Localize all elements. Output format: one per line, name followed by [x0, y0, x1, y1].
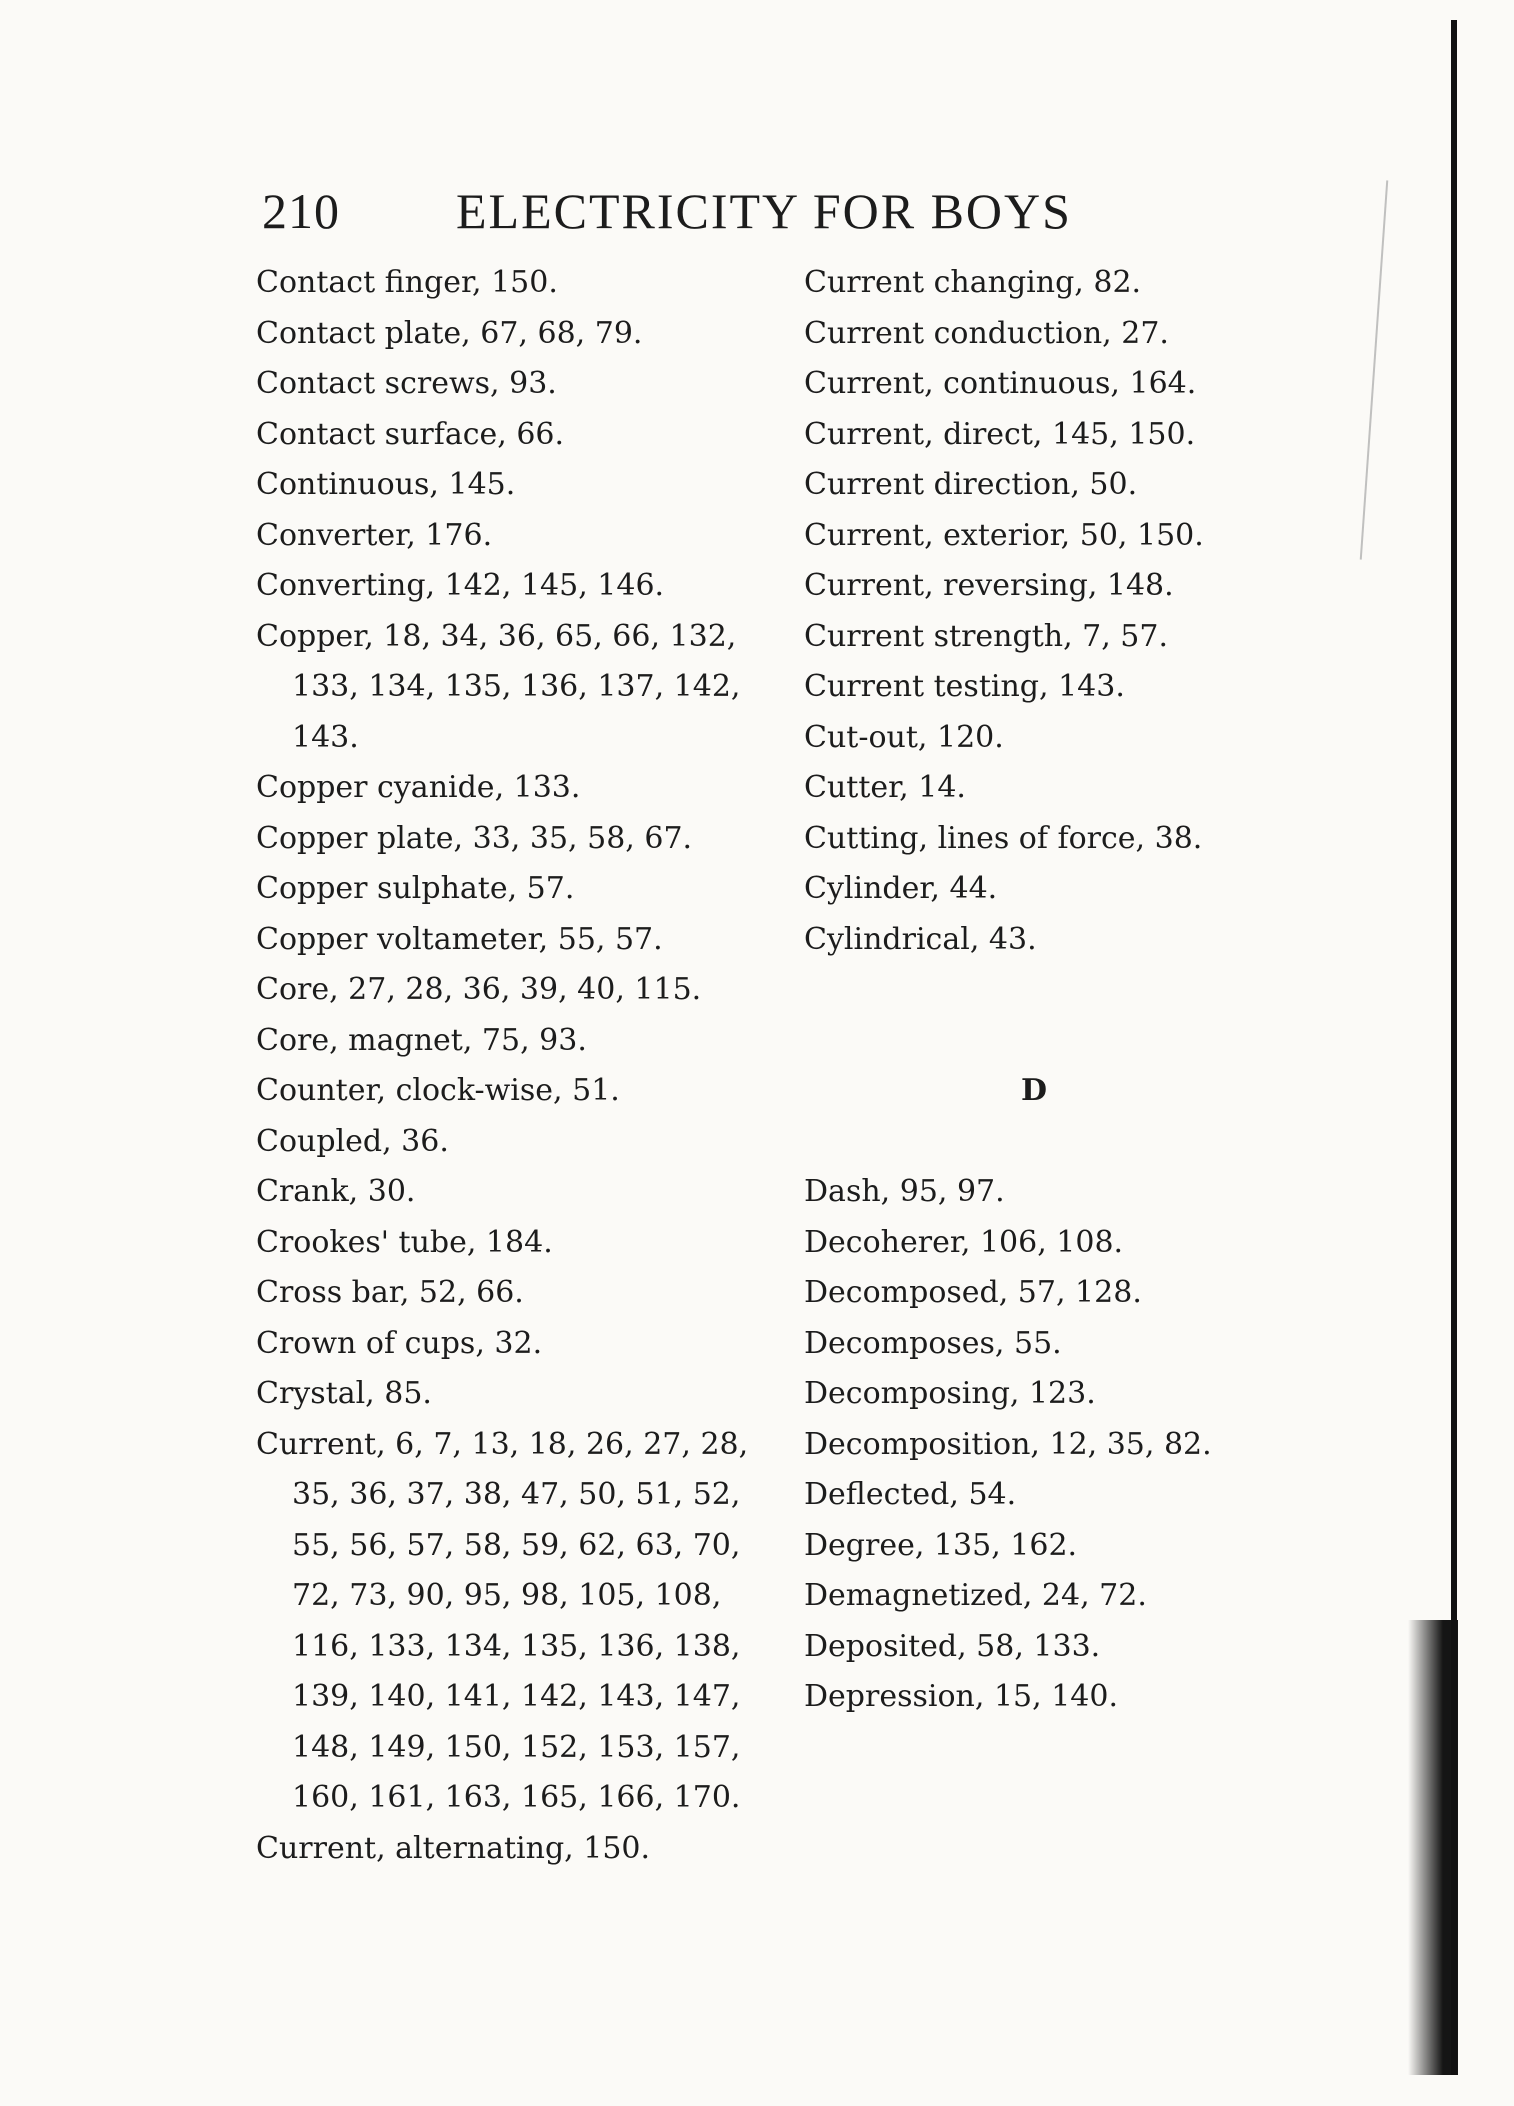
- index-entry: Cutting, lines of force, 38.: [804, 820, 1203, 856]
- index-entry: Core, magnet, 75, 93.: [256, 1022, 587, 1058]
- index-entry: Contact plate, 67, 68, 79.: [256, 315, 643, 351]
- index-entry: Copper voltameter, 55, 57.: [256, 921, 663, 957]
- book-title: ELECTRICITY FOR BOYS: [456, 183, 1072, 239]
- index-entry: Demagnetized, 24, 72.: [804, 1578, 1147, 1613]
- index-entry: Coupled, 36.: [256, 1123, 449, 1159]
- index-column-left: [256, 258, 776, 1874]
- index-entry: Current, exterior, 50, 150.: [804, 517, 1204, 553]
- index-entry: Current conduction, 27.: [804, 315, 1169, 351]
- index-entry: Current, continuous, 164.: [804, 366, 1197, 401]
- index-entry: Current strength, 7, 57.: [804, 618, 1169, 654]
- index-entry: Contact surface, 66.: [256, 416, 565, 452]
- index-entry: Current testing, 143.: [804, 669, 1125, 704]
- index-entry: Converting, 142, 145, 146.: [256, 568, 665, 603]
- binding-crease: [1360, 180, 1389, 559]
- index-entry: Copper sulphate, 57.: [256, 871, 575, 906]
- index-entry: Current, direct, 145, 150.: [804, 416, 1196, 452]
- index-entry: Decomposition, 12, 35, 82.: [804, 1426, 1212, 1462]
- index-entry: Degree, 135, 162.: [804, 1527, 1078, 1563]
- index-entry: Decomposed, 57, 128.: [804, 1275, 1142, 1310]
- index-entry: Cylindrical, 43.: [804, 921, 1037, 957]
- index-entry: Decomposing, 123.: [804, 1376, 1096, 1411]
- index-entry: Copper, 18, 34, 36, 65, 66, 132, 133, 134, 135, 136, 137, 142, 143.: [256, 618, 741, 755]
- section-gap: [804, 965, 1274, 1016]
- index-entry: Current, alternating, 150.: [256, 1830, 651, 1866]
- index-entry: Crystal, 85.: [256, 1376, 432, 1411]
- index-entry: Cut-out, 120.: [804, 719, 1004, 755]
- page-number: 210: [262, 183, 340, 239]
- index-entry: Dash, 95, 97.: [804, 1174, 1005, 1209]
- index-entry: Continuous, 145.: [256, 467, 516, 502]
- index-entry: Crookes' tube, 184.: [256, 1224, 553, 1260]
- section-gap: [804, 1117, 1274, 1168]
- index-entry: Counter, clock-wise, 51.: [256, 1073, 620, 1108]
- index-entry: Converter, 176.: [256, 517, 493, 553]
- index-entry: Core, 27, 28, 36, 39, 40, 115.: [256, 972, 702, 1007]
- index-entry: Current direction, 50.: [804, 467, 1138, 502]
- index-entry: Cutter, 14.: [804, 770, 966, 805]
- index-entry: Decoherer, 106, 108.: [804, 1224, 1124, 1260]
- running-head: [262, 182, 1102, 242]
- index-entry: Copper plate, 33, 35, 58, 67.: [256, 820, 693, 856]
- index-entry: Cross bar, 52, 66.: [256, 1275, 524, 1310]
- index-entry: Contact screws, 93.: [256, 366, 557, 401]
- section-letter-heading: D: [1020, 1073, 1047, 1108]
- index-entry: Crank, 30.: [256, 1174, 416, 1209]
- index-entry: Crown of cups, 32.: [256, 1325, 543, 1361]
- index-entry: Current, reversing, 148.: [804, 568, 1174, 603]
- index-entry: Cylinder, 44.: [804, 871, 998, 906]
- index-entry: Deposited, 58, 133.: [804, 1628, 1101, 1664]
- index-entry: Decomposes, 55.: [804, 1325, 1062, 1361]
- index-entry: Current changing, 82.: [804, 265, 1142, 300]
- section-gap: [804, 1016, 1274, 1067]
- page-edge: [1451, 20, 1457, 2075]
- index-entry: Current, 6, 7, 13, 18, 26, 27, 28, 35, 36, 37, 38, 47, 50, 51, 52, 55, 56, 57, 58, 59, 62, 63, 70, 72, 73, 90, 95, 98, 105, 108, 116, 133, 134, 135, 136, 138, 139, 140, 141, 142, 143, 147, 148, 149, 150, 152, 153, 157, 160, 161, 163, 165, 166, 170.: [256, 1426, 749, 1815]
- index-entry: Contact finger, 150.: [256, 265, 558, 300]
- index-column-right: [804, 258, 1274, 1723]
- index-entry: Copper cyanide, 133.: [256, 770, 581, 805]
- index-entry: Depression, 15, 140.: [804, 1679, 1118, 1714]
- index-entry: Deflected, 54.: [804, 1477, 1017, 1512]
